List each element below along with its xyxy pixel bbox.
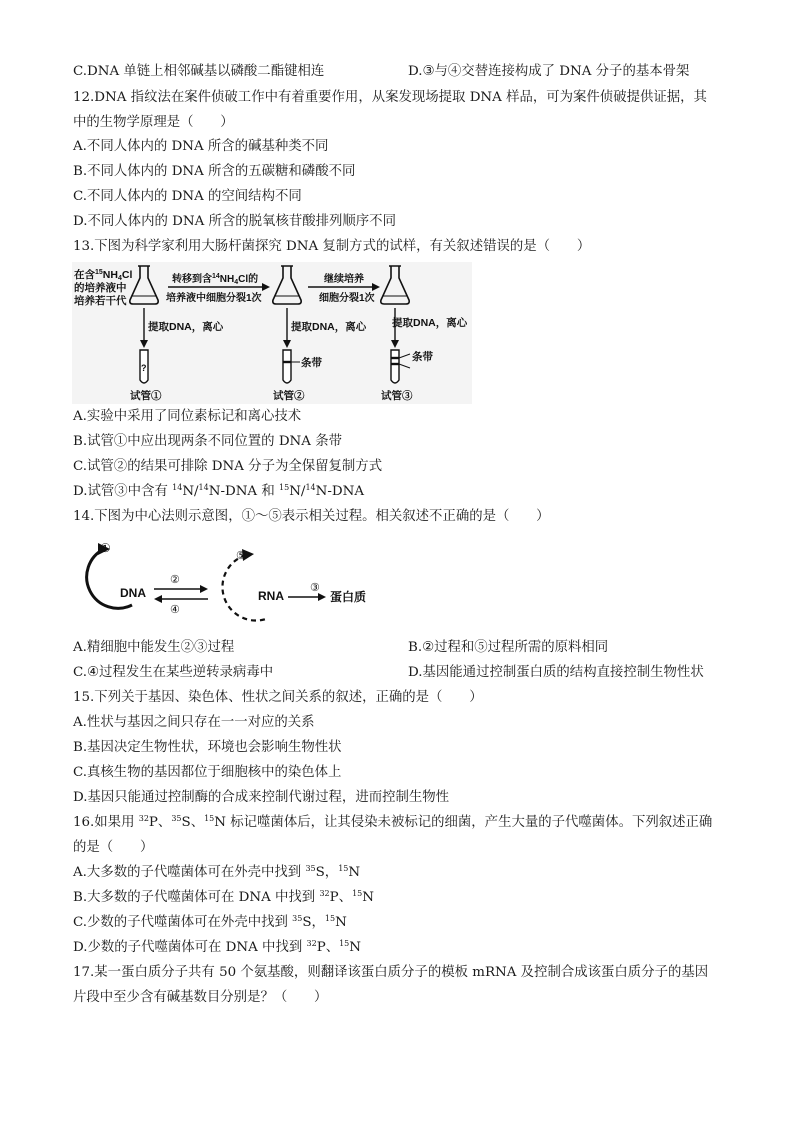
q12-stem-line1: 12.DNA 指纹法在案件侦破工作中有着重要作用，从案发现场提取 DNA 样品，可为案件侦破提供证据，其 bbox=[73, 90, 707, 105]
q16-option-a: A.大多数的子代噬菌体可在外壳中找到 $^{35}$S，$^{15}$N bbox=[73, 864, 361, 880]
q14-option-a: A.精细胞中能发生②③过程 bbox=[73, 640, 235, 655]
extract-label-3: 提取DNA，离心 bbox=[392, 317, 468, 329]
arrow1-label-b: NH bbox=[219, 274, 235, 285]
arrow1-label-line2: 培养液中细胞分裂1次 bbox=[166, 293, 262, 304]
start-label-line3: 培养若干代 bbox=[74, 295, 127, 307]
q17-stem-line1: 17.某一蛋白质分子共有 50 个氨基酸，则翻译该蛋白质分子的模板 mRNA 及控制合成该蛋白质分子的基因 bbox=[73, 965, 709, 980]
q15-option-b: B.基因决定生物性状，环境也会影响生物性状 bbox=[73, 740, 342, 755]
q12-option-b: B.不同人体内的 DNA 所含的五碳糖和磷酸不同 bbox=[73, 164, 356, 179]
extract-label-1: 提取DNA，离心 bbox=[148, 321, 224, 333]
start-label-sub: 4 bbox=[117, 275, 122, 282]
q13-option-d: D.试管③中含有 $^{14}$N/$^{14}$N-DNA 和 $^{15}$N/$^{14}$N-DNA bbox=[73, 483, 364, 499]
q16-option-d: D.少数的子代噬菌体可在 DNA 中找到 $^{32}$P、$^{15}$N bbox=[73, 939, 361, 955]
q17-stem-line2: 片段中至少含有碱基数目分别是？（ ） bbox=[73, 990, 328, 1005]
start-label-b: NH bbox=[102, 269, 118, 281]
start-label-sup: 15 bbox=[95, 269, 103, 276]
tube-3-label: 试管③ bbox=[381, 390, 413, 402]
tube-1-label: 试管① bbox=[130, 390, 162, 402]
q16-option-b: B.大多数的子代噬菌体可在 DNA 中找到 $^{32}$P、$^{15}$N bbox=[73, 889, 374, 905]
q13-option-a: A.实验中采用了同位素标记和离心技术 bbox=[73, 409, 302, 424]
tube-3-band-label: 条带 bbox=[412, 351, 433, 363]
tube-2-band-label: 条带 bbox=[301, 357, 322, 369]
rna-label: RNA bbox=[258, 589, 284, 603]
start-label-a: 在含 bbox=[74, 269, 95, 281]
arrow1-label-sup: 14 bbox=[212, 273, 220, 280]
arrow2-label-line1: 继续培养 bbox=[324, 274, 364, 285]
process-2-label: ② bbox=[170, 574, 180, 586]
q11-option-d: D.③与④交替连接构成了 DNA 分子的基本骨架 bbox=[408, 64, 690, 79]
q12-option-d: D.不同人体内的 DNA 所含的脱氧核苷酸排列顺序不同 bbox=[73, 214, 396, 229]
q11-option-c: C.DNA 单链上相邻碱基以磷酸二酯键相连 bbox=[73, 64, 325, 79]
test-tube-3-icon bbox=[391, 350, 399, 383]
svg-text:在含15NH4Cl bbox=[74, 268, 132, 282]
tube-2-label: 试管② bbox=[273, 390, 305, 402]
arrow1-label-sub: 4 bbox=[234, 279, 239, 286]
arrow2-label-line2: 细胞分裂1次 bbox=[319, 293, 375, 304]
process-4-label: ④ bbox=[170, 604, 180, 616]
dna-label: DNA bbox=[120, 586, 146, 600]
q14-option-d: D.基因能通过控制蛋白质的结构直接控制生物性状 bbox=[408, 665, 704, 680]
q15-option-c: C.真核生物的基因都位于细胞核中的染色体上 bbox=[73, 765, 342, 780]
q12-option-a: A.不同人体内的 DNA 所含的碱基种类不同 bbox=[73, 139, 329, 154]
dna-replication-experiment-figure bbox=[72, 262, 472, 404]
process-5-label: ⑤ bbox=[236, 550, 246, 562]
q14-option-c: C.④过程发生在某些逆转录病毒中 bbox=[73, 665, 274, 680]
start-label-line2: 的培养液中 bbox=[74, 282, 127, 294]
q12-option-c: C.不同人体内的 DNA 的空间结构不同 bbox=[73, 189, 302, 204]
process-1-label: ① bbox=[100, 541, 111, 555]
q13-option-c: C.试管②的结果可排除 DNA 分子为全保留复制方式 bbox=[73, 459, 383, 474]
arrow1-label-a: 转移到含 bbox=[172, 274, 212, 285]
q14-stem: 14.下图为中心法则示意图，①～⑤表示相关过程。相关叙述不正确的是（ ） bbox=[73, 509, 550, 524]
q16-stem-line2: 的是（ ） bbox=[73, 840, 154, 855]
q15-option-a: A.性状与基因之间只存在一一对应的关系 bbox=[73, 715, 315, 730]
q15-stem: 15.下列关于基因、染色体、性状之间关系的叙述，正确的是（ ） bbox=[73, 690, 483, 705]
process-3-label: ③ bbox=[310, 582, 320, 594]
q13-stem: 13.下图为科学家利用大肠杆菌探究 DNA 复制方式的试样，有关叙述错误的是（ ） bbox=[73, 239, 591, 254]
q14-option-b: B.②过程和⑤过程所需的原料相同 bbox=[408, 640, 609, 655]
extract-label-2: 提取DNA，离心 bbox=[291, 321, 367, 333]
q15-option-d: D.基因只能通过控制酶的合成来控制代谢过程，进而控制生物性 bbox=[73, 790, 450, 805]
q16-stem-line1: 16.如果用 $^{32}$P、$^{35}$S、$^{15}$N 标记噬菌体后，让其侵染未被标记的细菌，产生大量的子代噬菌体。下列叙述正确 bbox=[73, 814, 713, 830]
q13-option-b: B.试管①中应出现两条不同位置的 DNA 条带 bbox=[73, 434, 342, 449]
tube-1-question-mark: ? bbox=[141, 363, 147, 373]
central-dogma-figure bbox=[70, 537, 400, 629]
q16-option-c: C.少数的子代噬菌体可在外壳中找到 $^{35}$S，$^{15}$N bbox=[73, 914, 347, 930]
arrow1-label-c: Cl的 bbox=[238, 274, 259, 285]
q12-stem-line2: 中的生物学原理是（ ） bbox=[73, 115, 234, 130]
start-label-c: Cl bbox=[121, 269, 133, 281]
protein-label: 蛋白质 bbox=[330, 590, 367, 604]
rna-replication-loop bbox=[222, 555, 266, 621]
test-tube-2-icon bbox=[283, 350, 291, 383]
